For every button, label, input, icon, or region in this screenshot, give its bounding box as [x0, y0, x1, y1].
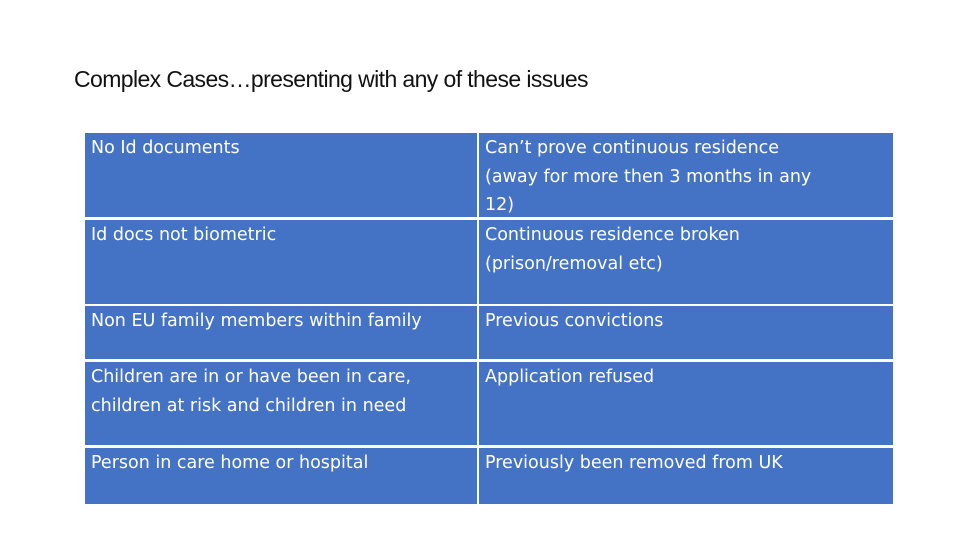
table-cell-row1-left — [85, 133, 477, 217]
cell-text: Previous convictions — [485, 311, 664, 331]
slide-title: Complex Cases…presenting with any of these issues — [74, 66, 588, 92]
cell-text: (prison/removal etc) — [485, 253, 663, 274]
cell-text: Can’t prove continuous residence — [485, 138, 780, 158]
cell-text: Continuous residence broken — [485, 225, 740, 245]
table-cell-row3-left — [85, 306, 477, 359]
table-cell-row4-left — [85, 362, 477, 445]
table-cell-row3-right — [479, 306, 893, 359]
cell-text: Id docs not biometric — [91, 225, 277, 245]
cell-text: 12) — [485, 195, 515, 215]
cell-text: Previously been removed from UK — [485, 453, 783, 473]
cell-text: No Id documents — [91, 138, 240, 158]
table-cell-row2-left — [85, 220, 477, 304]
issues-table — [85, 133, 893, 504]
table-cell-row5-left — [85, 448, 477, 504]
cell-text: Person in care home or hospital — [91, 453, 369, 473]
table-cell-row5-right — [479, 448, 893, 504]
cell-text: children at risk and children in need — [91, 395, 407, 416]
cell-text: Application refused — [485, 367, 655, 387]
table-cell-row4-right — [479, 362, 893, 445]
table-cell-row1-right — [479, 133, 893, 217]
cell-text: Children are in or have been in care, — [91, 367, 412, 387]
cell-text: (away for more then 3 months in any — [485, 166, 812, 187]
cell-text: Non EU family members within family — [91, 311, 422, 331]
table-cell-row2-right — [479, 220, 893, 304]
